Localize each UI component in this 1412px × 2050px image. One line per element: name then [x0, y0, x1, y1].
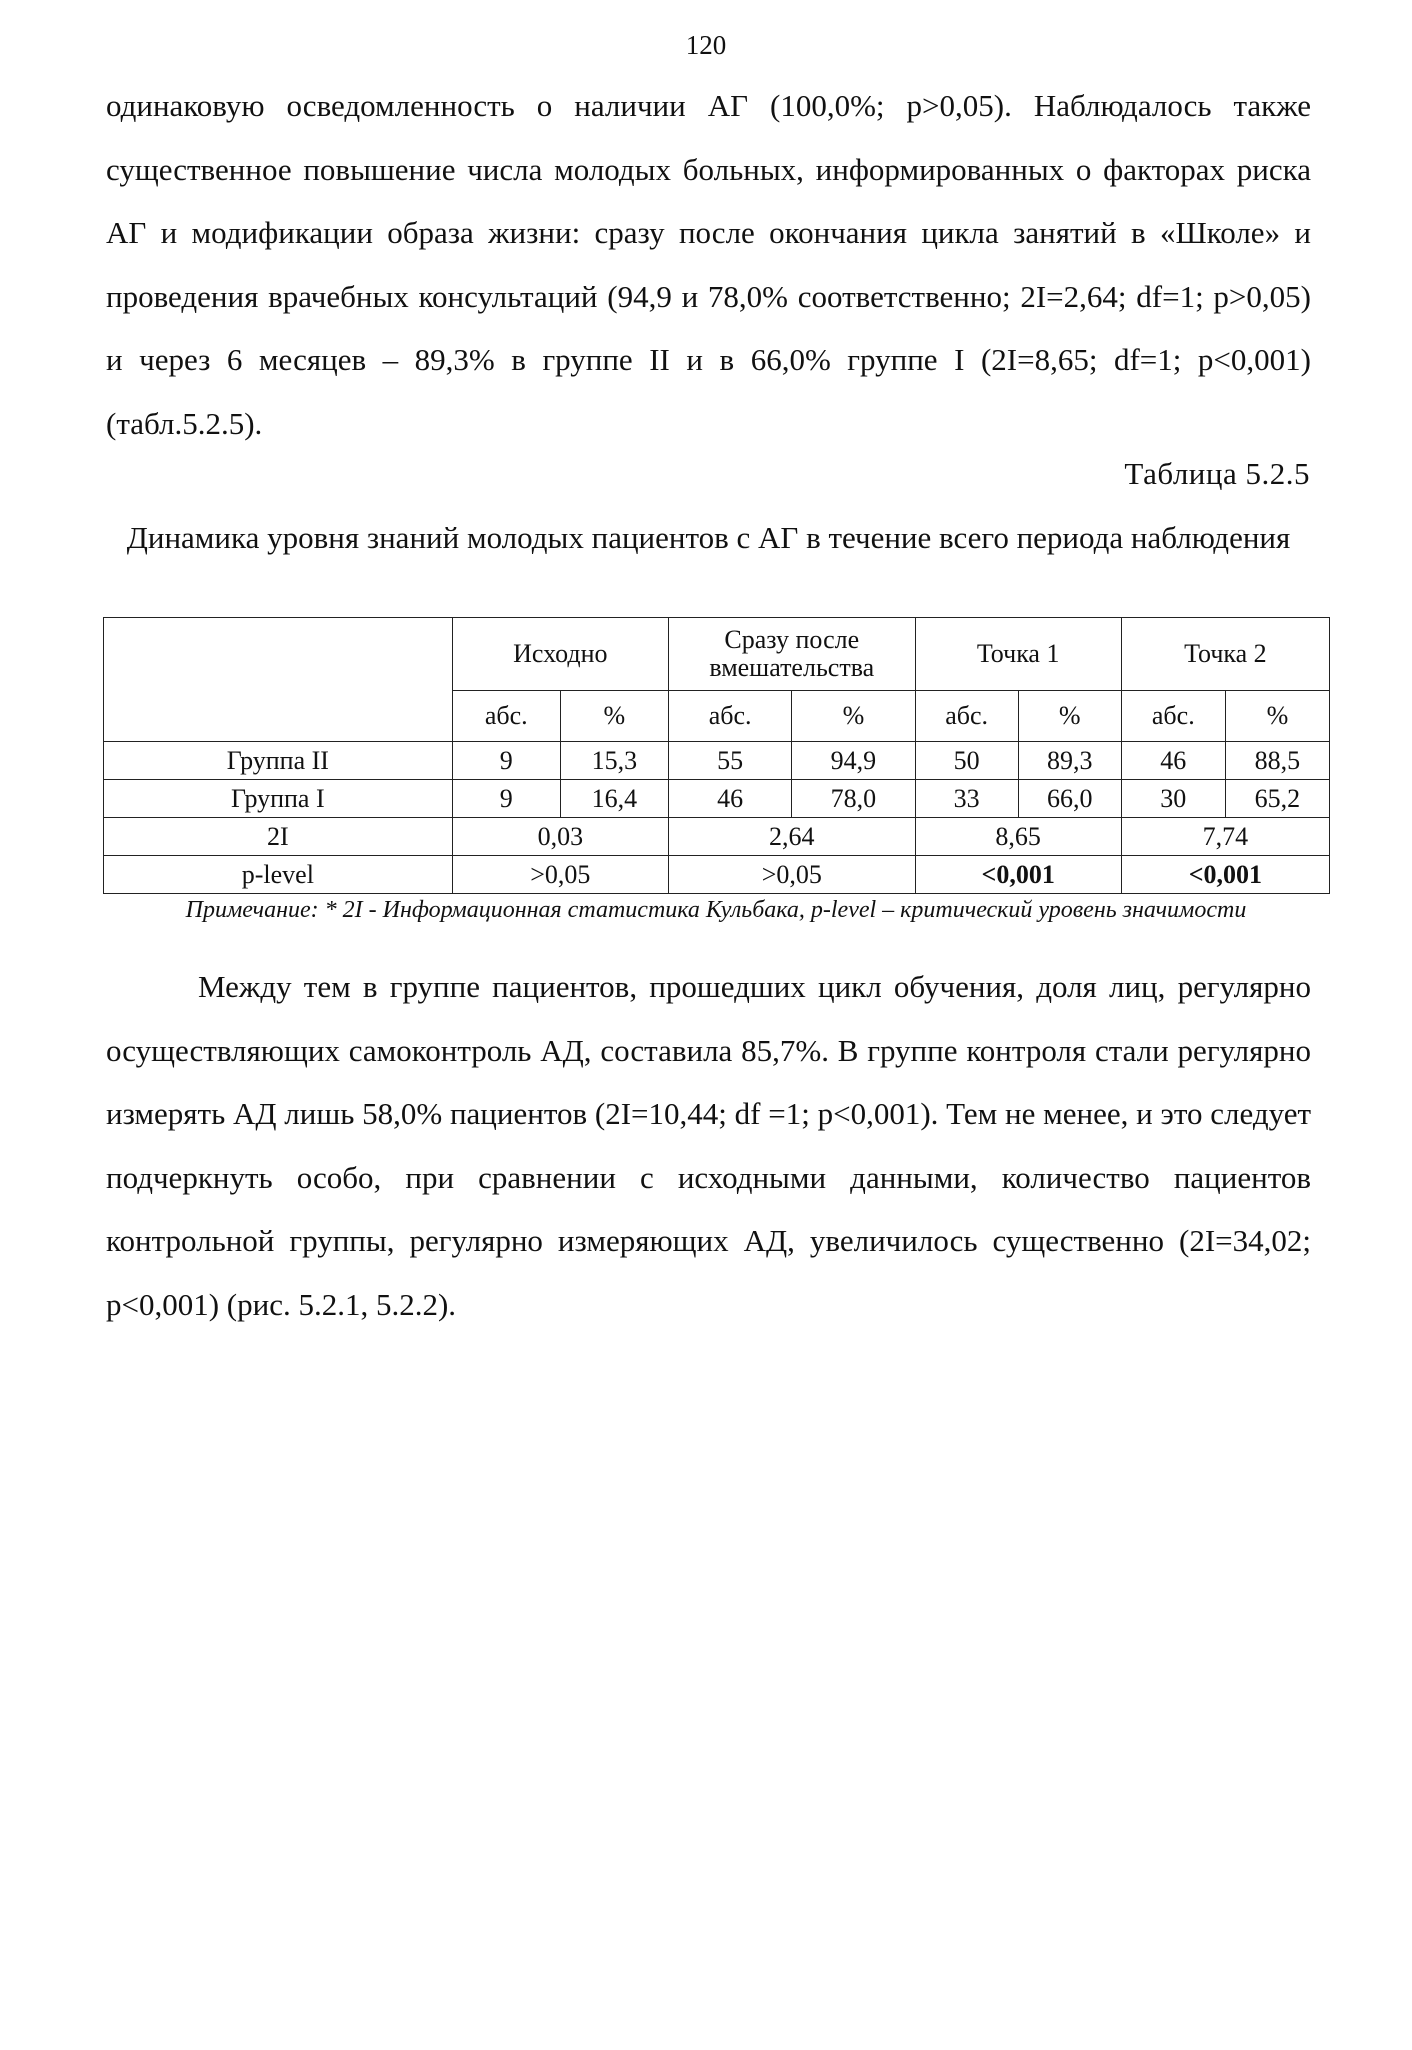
subheader-pct: % [792, 691, 915, 742]
table-row [104, 742, 1330, 780]
table-cell: 16,4 [560, 780, 668, 818]
table-cell: 65,2 [1225, 780, 1329, 818]
table-cell: 78,0 [792, 780, 915, 818]
table-cell: >0,05 [668, 856, 915, 894]
table-cell: 30 [1121, 780, 1225, 818]
header-point-1: Точка 1 [915, 618, 1121, 691]
table-cell: >0,05 [452, 856, 668, 894]
subheader-abs: абс. [452, 691, 560, 742]
header-after-intervention: Сразу после вмешательства [668, 618, 915, 691]
table-cell: 50 [915, 742, 1018, 780]
table-row [104, 818, 1330, 856]
row-label-group-1: Группа I [104, 780, 453, 818]
table-cell: 7,74 [1121, 818, 1329, 856]
table-row [104, 856, 1330, 894]
table-label: Таблица 5.2.5 [1124, 456, 1310, 491]
table-cell: 55 [668, 742, 791, 780]
table-cell: <0,001 [1121, 856, 1329, 894]
table-cell: <0,001 [915, 856, 1121, 894]
page-number: 120 [685, 30, 727, 60]
header-point-2: Точка 2 [1121, 618, 1329, 691]
table-cell: 8,65 [915, 818, 1121, 856]
paragraph-intro: одинаковую осведомленность о наличии АГ (100,0%; p>0,05). Наблюдалось также существенное повышение числа молодых больных, информированных о факторах риска АГ и модификации образа жизни: сразу после окончания цикла занятий в «Школе» и проведения врачебных консультаций (94,9 и 78,0% соответственно; 2I=2,64; df=1; p>0,05) и через 6 месяцев – 89,3% в группе II и в 66,0% группе I (2I=8,65; df=1; p<0,001) (табл.5.2.5). [106, 88, 1311, 441]
table-cell: 46 [668, 780, 791, 818]
subheader-pct: % [560, 691, 668, 742]
table-note: Примечание: * 2I - Информационная статистика Кульбака, p-level – критический уровень значимости [185, 897, 1247, 923]
table-cell: 66,0 [1018, 780, 1121, 818]
row-label-group-2: Группа II [104, 742, 453, 780]
table-cell: 33 [915, 780, 1018, 818]
row-label-p-level: p-level [104, 856, 453, 894]
table-cell: 0,03 [452, 818, 668, 856]
subheader-abs: абс. [1121, 691, 1225, 742]
table-row [104, 780, 1330, 818]
table-cell: 94,9 [792, 742, 915, 780]
subheader-pct: % [1225, 691, 1329, 742]
subheader-abs: абс. [668, 691, 791, 742]
subheader-abs: абс. [915, 691, 1018, 742]
table-title: Динамика уровня знаний молодых пациентов с АГ в течение всего периода наблюдения [126, 520, 1291, 555]
table-cell: 2,64 [668, 818, 915, 856]
table-header-empty [104, 618, 453, 742]
table-cell: 46 [1121, 742, 1225, 780]
table-cell: 88,5 [1225, 742, 1329, 780]
subheader-pct: % [1018, 691, 1121, 742]
knowledge-table [103, 617, 1330, 894]
header-baseline: Исходно [452, 618, 668, 691]
table-cell: 89,3 [1018, 742, 1121, 780]
paragraph-main: Между тем в группе пациентов, прошедших цикл обучения, доля лиц, регулярно осуществляющих самоконтроль АД, составила 85,7%. В группе контроля стали регулярно измерять АД лишь 58,0% пациентов (2I=10,44; df =1; p<0,001). Тем не менее, и это следует подчеркнуть особо, при сравнении с исходными данными, количество пациентов контрольной группы, регулярно измеряющих АД, увеличилось существенно (2I=34,02; p<0,001) (рис. 5.2.1, 5.2.2). [106, 969, 1311, 1322]
table-cell: 9 [452, 780, 560, 818]
row-label-2i: 2I [104, 818, 453, 856]
table-cell: 15,3 [560, 742, 668, 780]
table-cell: 9 [452, 742, 560, 780]
